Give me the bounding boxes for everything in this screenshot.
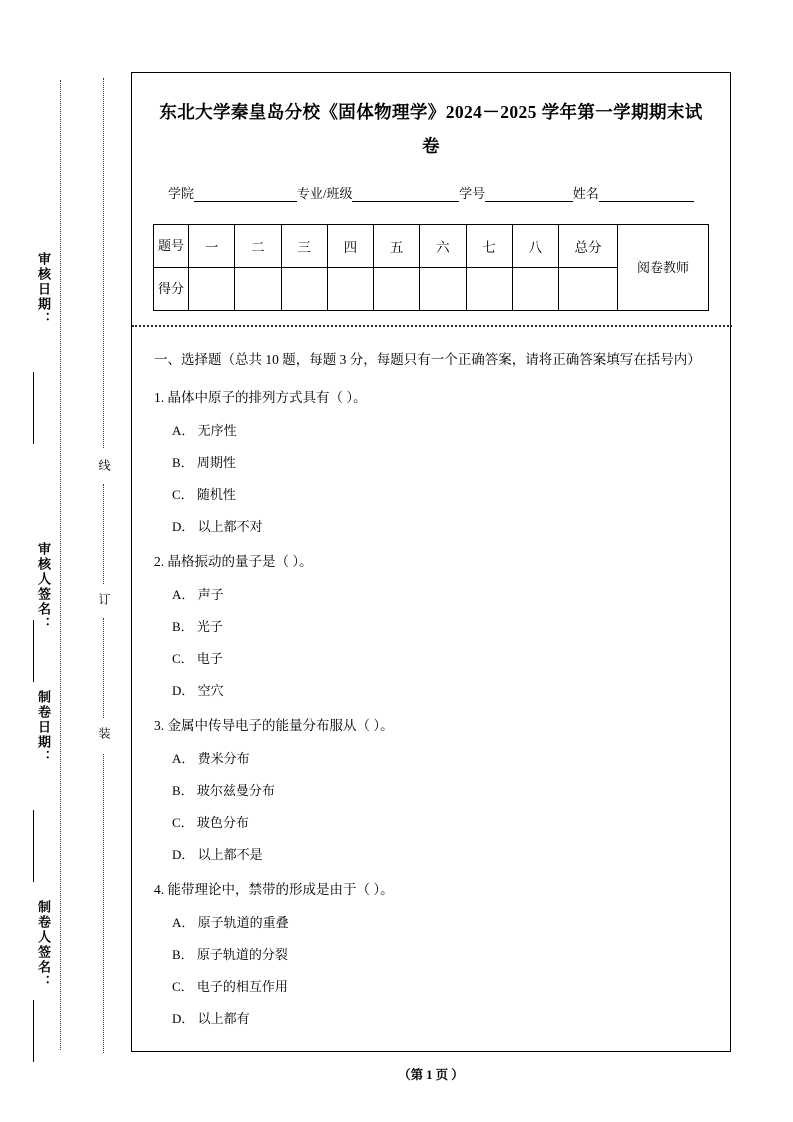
question-stem: 晶体中原子的排列方式具有（ ）。 [167,390,367,405]
section-divider-wrap [132,325,732,327]
question-stem: 金属中传导电子的能量分布服从（ ）。 [167,718,394,733]
page-footer: （第 1 页 ） [398,1068,464,1082]
question-option[interactable]: C． 电子的相互作用 [172,979,288,994]
score-cell-6[interactable] [420,268,466,311]
binding-label-line: 线 [96,456,113,474]
question-item [150,387,712,409]
score-cell-total[interactable] [559,268,618,311]
major-class-input[interactable] [352,186,459,202]
binding-segment-mid-lower [103,618,104,718]
side-note-paper-date-rule [33,810,34,882]
question-option[interactable]: C． 电子 [172,651,223,666]
question-item [150,715,712,737]
score-cell-5[interactable] [374,268,420,311]
side-note-reviewer-signature-rule [33,620,34,682]
question-stem: 晶格振动的量子是（ ）。 [167,554,313,569]
question-option[interactable]: D． 以上都不是 [172,847,263,862]
side-note-paper-signature-rule [33,1000,34,1062]
name-label: 姓名 [572,186,599,201]
exam-paper-frame [131,72,731,1052]
binding-segment-mid-upper [103,484,104,584]
question-option[interactable]: D． 空穴 [172,683,224,698]
column-header-teacher: 阅卷教师 [618,225,709,311]
question-option[interactable]: B． 周期性 [172,455,236,470]
left-margin-annotations [0,0,130,1122]
row-label-question-number: 题号 [154,225,189,268]
column-header-2: 二 [235,225,281,268]
score-table [153,224,709,311]
question-option[interactable]: C． 玻色分布 [172,815,249,830]
column-header-6: 六 [420,225,466,268]
question-number: 4. [154,882,165,897]
score-cell-7[interactable] [466,268,512,311]
score-cell-3[interactable] [281,268,327,311]
question-option[interactable]: B． 玻尔兹曼分布 [172,783,275,798]
binding-segment-bottom [103,754,104,1053]
question-number: 2. [154,554,165,569]
side-note-paper-date: 制卷日期： [36,690,51,765]
row-label-score: 得分 [154,268,189,311]
side-note-review-date: 审核日期： [36,252,51,327]
column-header-8: 八 [512,225,558,268]
column-header-total: 总分 [559,225,618,268]
question-item [150,551,712,573]
column-header-7: 七 [466,225,512,268]
question-option[interactable]: D． 以上都不对 [172,519,263,534]
section-divider [132,325,732,327]
name-input[interactable] [599,186,694,202]
question-option[interactable]: B． 原子轨道的分裂 [172,947,288,962]
side-note-reviewer-signature: 审核人签名： [36,542,51,632]
table-row-header [154,225,709,268]
binding-segment-top [103,78,104,448]
question-option[interactable]: C． 随机性 [172,487,236,502]
college-input[interactable] [194,186,297,202]
side-note-review-date-rule [33,372,34,444]
student-id-input[interactable] [485,186,573,202]
score-cell-4[interactable] [327,268,373,311]
score-cell-1[interactable] [189,268,235,311]
score-cell-8[interactable] [512,268,558,311]
question-option[interactable]: A． 无序性 [172,423,237,438]
question-option[interactable]: B． 光子 [172,619,223,634]
question-number: 1. [154,390,165,405]
column-header-3: 三 [281,225,327,268]
binding-label-bind: 订 [96,590,113,608]
column-header-1: 一 [189,225,235,268]
side-note-paper-signature: 制卷人签名： [36,900,51,990]
question-option[interactable]: D． 以上都有 [172,1011,250,1026]
question-option[interactable]: A． 原子轨道的重叠 [172,915,289,930]
left-dotted-line [60,80,61,1050]
column-header-4: 四 [327,225,373,268]
question-stem: 能带理论中，禁带的形成是由于（ ）。 [167,882,394,897]
binding-line-column [95,78,113,1053]
section-heading: 一、选择题（总共 10 题，每题 3 分，每题只有一个正确答案，请将正确答案填写在括号内） [154,352,701,367]
college-label: 学院 [168,186,195,201]
question-option[interactable]: A． 声子 [172,587,224,602]
page-title: 东北大学秦皇岛分校《固体物理学》2024－2025 学年第一学期期末试卷 [159,102,703,156]
score-cell-2[interactable] [235,268,281,311]
column-header-5: 五 [374,225,420,268]
major-class-label: 专业/班级 [296,186,353,201]
student-info-line [150,183,712,202]
question-number: 3. [154,718,165,733]
student-id-label: 学号 [459,186,486,201]
binding-label-seal: 装 [96,724,113,742]
question-option[interactable]: A． 费米分布 [172,751,250,766]
question-item [150,879,712,901]
